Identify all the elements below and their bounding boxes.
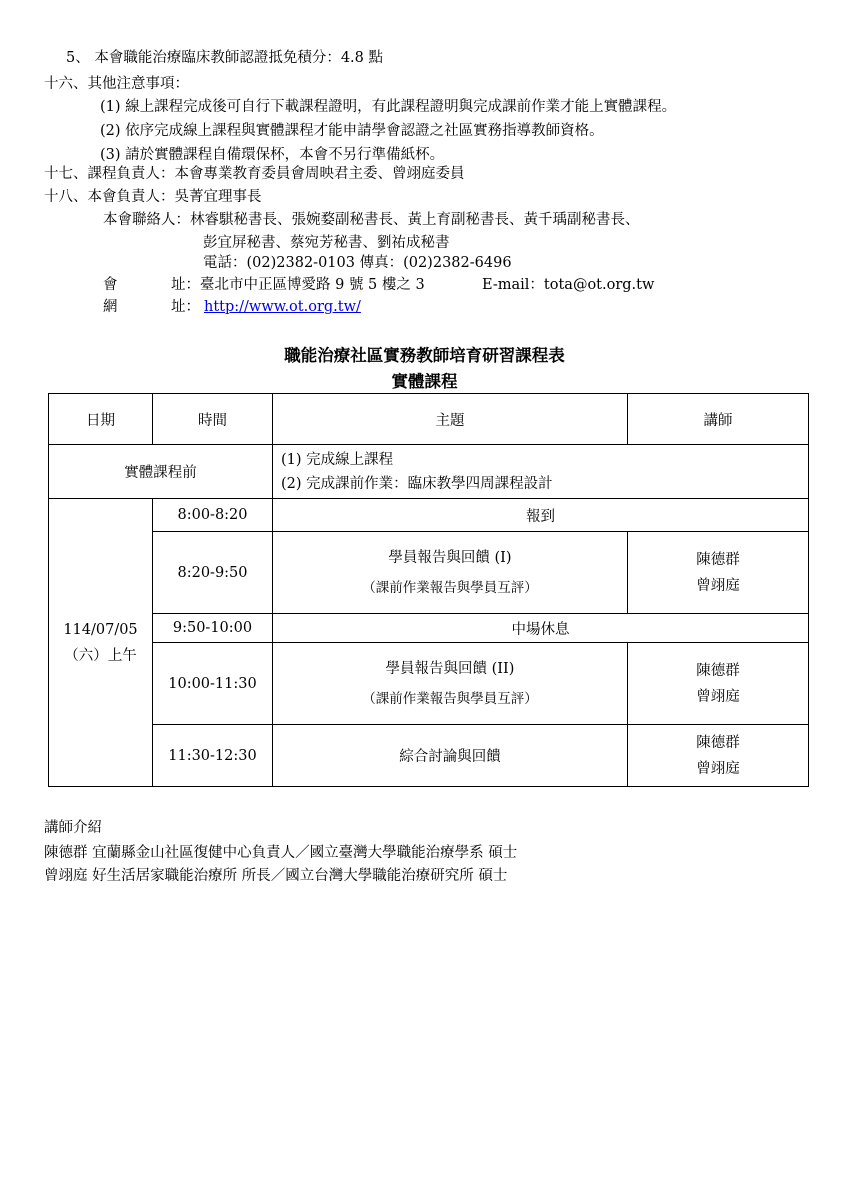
web-value-prefix: 址：	[171, 299, 200, 315]
row-time: 11:30-12:30	[153, 725, 273, 787]
row-topic: 中場休息	[273, 614, 809, 643]
pre-course-item: (2) 完成課前作業：臨床教學四周課程設計	[281, 475, 553, 492]
section-18: 十八、本會負責人：吳菁宜理事長	[44, 189, 262, 205]
row-topic: 報到	[273, 499, 809, 532]
session-date-line-1: 114/07/05	[63, 621, 138, 638]
schedule-subtitle: 實體課程	[391, 372, 458, 391]
contacts-line-1: 本會聯絡人：林睿騏秘書長、張婉婺副秘書長、黃上育副秘書長、黃千瑀副秘書長、	[103, 212, 640, 228]
row-time: 8:00-8:20	[153, 499, 273, 532]
row-topic-sub: （課前作業報告與學員互評）	[362, 579, 538, 596]
lecturer-name: 陳德群	[696, 662, 740, 679]
web-label: 網	[103, 299, 118, 315]
pre-course-item: (1) 完成線上課程	[281, 451, 394, 468]
address-value: 址：臺北市中正區博愛路 9 號 5 樓之 3	[171, 277, 425, 293]
pre-course-items	[273, 445, 809, 499]
row-time: 9:50-10:00	[153, 614, 273, 643]
section-16-heading: 十六、其他注意事項：	[44, 76, 189, 92]
row-topic: 綜合討論與回饋	[273, 725, 628, 787]
table-row	[49, 532, 809, 614]
table-header-row	[49, 394, 809, 445]
lecturer-intro-heading: 講師介紹	[44, 820, 102, 836]
schedule-title: 職能治療社區實務教師培育研習課程表	[284, 346, 565, 365]
section-16-item-2: (2) 依序完成線上課程與實體課程才能申請學會認證之社區實務指導教師資格。	[100, 123, 604, 139]
row-topic	[273, 643, 628, 725]
row-topic-sub: （課前作業報告與學員互評）	[362, 690, 538, 707]
lecturer-name: 曾翊庭	[696, 688, 740, 705]
lecturer-name: 陳德群	[696, 551, 740, 568]
section-16-item-1: (1) 線上課程完成後可自行下載課程證明，有此課程證明與完成課前作業才能上實體課程。	[100, 99, 677, 115]
row-time: 10:00-11:30	[153, 643, 273, 725]
phone-fax-line: 電話：(02)2382-0103 傳真：(02)2382-6496	[203, 255, 512, 271]
row-lecturers	[628, 643, 809, 725]
row-time: 8:20-9:50	[153, 532, 273, 614]
row-topic	[273, 532, 628, 614]
schedule-table	[48, 393, 809, 787]
note-item-5: 5、 本會職能治療臨床教師認證抵免積分：4.8 點	[66, 50, 384, 66]
pre-course-label: 實體課程前	[49, 445, 273, 499]
session-date	[49, 499, 153, 787]
lecturer-name: 陳德群	[696, 734, 740, 751]
section-16-item-3: (3) 請於實體課程自備環保杯，本會不另行準備紙杯。	[100, 147, 445, 163]
contacts-line-2: 彭宜屏秘書、蔡宛芳秘書、劉祐成秘書	[203, 235, 450, 251]
lecturer-name: 曾翊庭	[696, 760, 740, 777]
table-row	[49, 725, 809, 787]
table-row	[49, 614, 809, 643]
header-lecturer: 講師	[628, 394, 809, 445]
table-row	[49, 499, 809, 532]
row-topic-main: 學員報告與回饋 (I)	[388, 549, 512, 566]
website-link[interactable]: http://www.ot.org.tw/	[204, 299, 361, 315]
row-topic-main: 學員報告與回饋 (II)	[385, 660, 515, 677]
header-date: 日期	[49, 394, 153, 445]
section-17: 十七、課程負責人：本會專業教育委員會周映君主委、曾翊庭委員	[44, 166, 465, 182]
header-time: 時間	[153, 394, 273, 445]
address-label: 會	[103, 277, 118, 293]
pre-course-row	[49, 445, 809, 499]
lecturer-intro-line: 曾翊庭 好生活居家職能治療所 所長／國立台灣大學職能治療研究所 碩士	[44, 868, 508, 884]
row-lecturers	[628, 532, 809, 614]
email-line: E-mail：tota@ot.org.tw	[482, 277, 655, 293]
lecturer-name: 曾翊庭	[696, 577, 740, 594]
header-topic: 主題	[273, 394, 628, 445]
lecturer-intro-line: 陳德群 宜蘭縣金山社區復健中心負責人／國立臺灣大學職能治療學系 碩士	[44, 845, 518, 861]
session-date-line-2: （六）上午	[64, 647, 137, 664]
row-lecturers	[628, 725, 809, 787]
table-row	[49, 643, 809, 725]
